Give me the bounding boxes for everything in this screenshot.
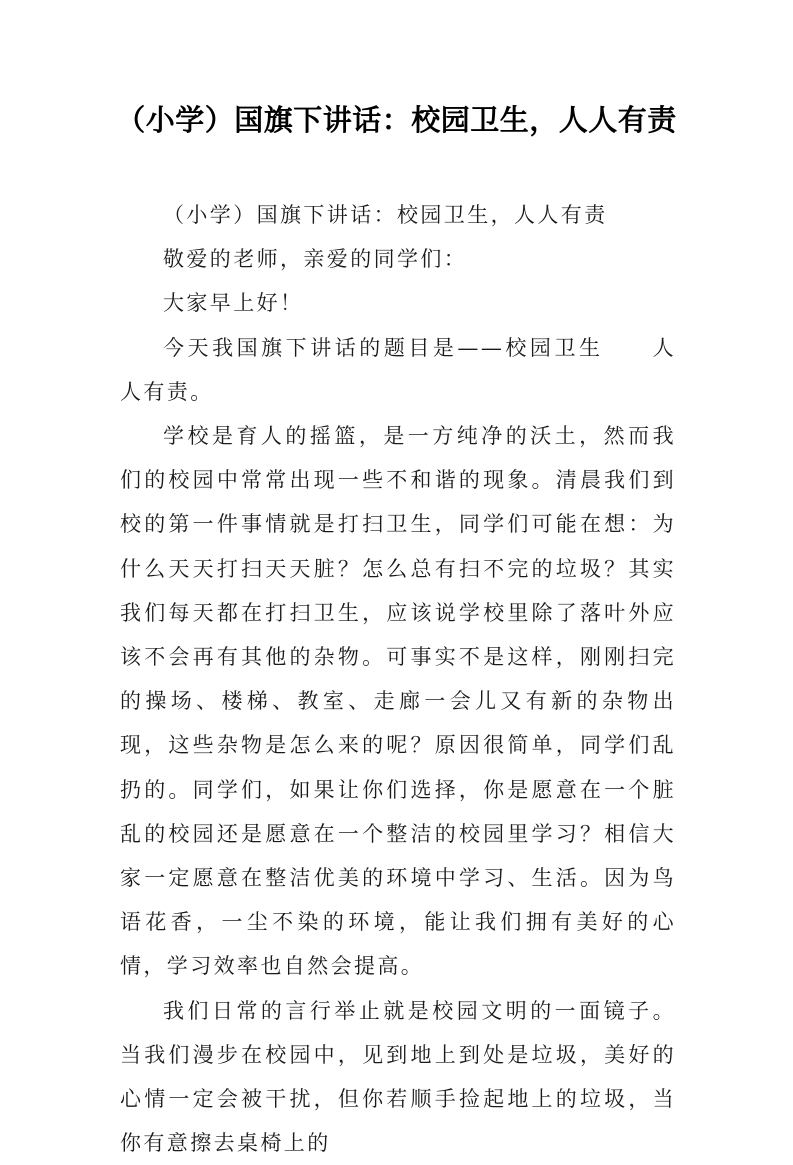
paragraph-good-morning: 大家早上好！ <box>163 291 304 316</box>
document-title: （小学）国旗下讲话：校园卫生，人人有责 <box>116 103 677 137</box>
paragraph-subtitle: （小学）国旗下讲话：校园卫生，人人有责 <box>163 203 608 227</box>
paragraph-topic: 今天我国旗下讲话的题目是——校园卫生 人人有责。 <box>120 335 676 404</box>
paragraph-greeting: 敬爱的老师，亲爱的同学们： <box>163 247 468 272</box>
paragraph-school-cradle: 学校是育人的摇篮，是一方纯净的沃土，然而我们的校园中常常出现一些不和谐的现象。清晨我们到校的第一件事情就是打扫卫生，同学们可能在想：为什么天天打扫天天脏？怎么总有扫不完的垃圾？其实我们每天都在打扫卫生，应该说学校里除了落叶外应该不会再有其他的杂物。可事实不是这样，刚刚扫完的操场、楼梯、教室、走廊一会儿又有新的杂物出现，这些杂物是怎么来的呢？原因很简单，同学们乱扔的。同学们，如果让你们选择，你是愿意在一个脏乱的校园还是愿意在一个整洁的校园里学习？相信大家一定愿意在整洁优美的环境中学习、生活。因为鸟语花香，一尘不染的环境，能让我们拥有美好的心情，学习效率也自然会提高。 <box>120 424 676 979</box>
document-body <box>120 193 676 1165</box>
paragraph-behavior-mirror: 我们日常的言行举止就是校园文明的一面镜子。当我们漫步在校园中，见到地上到处是垃圾，美好的心情一定会被干扰，但你若顺手捡起地上的垃圾，当你有意擦去桌椅上的 <box>120 998 676 1156</box>
